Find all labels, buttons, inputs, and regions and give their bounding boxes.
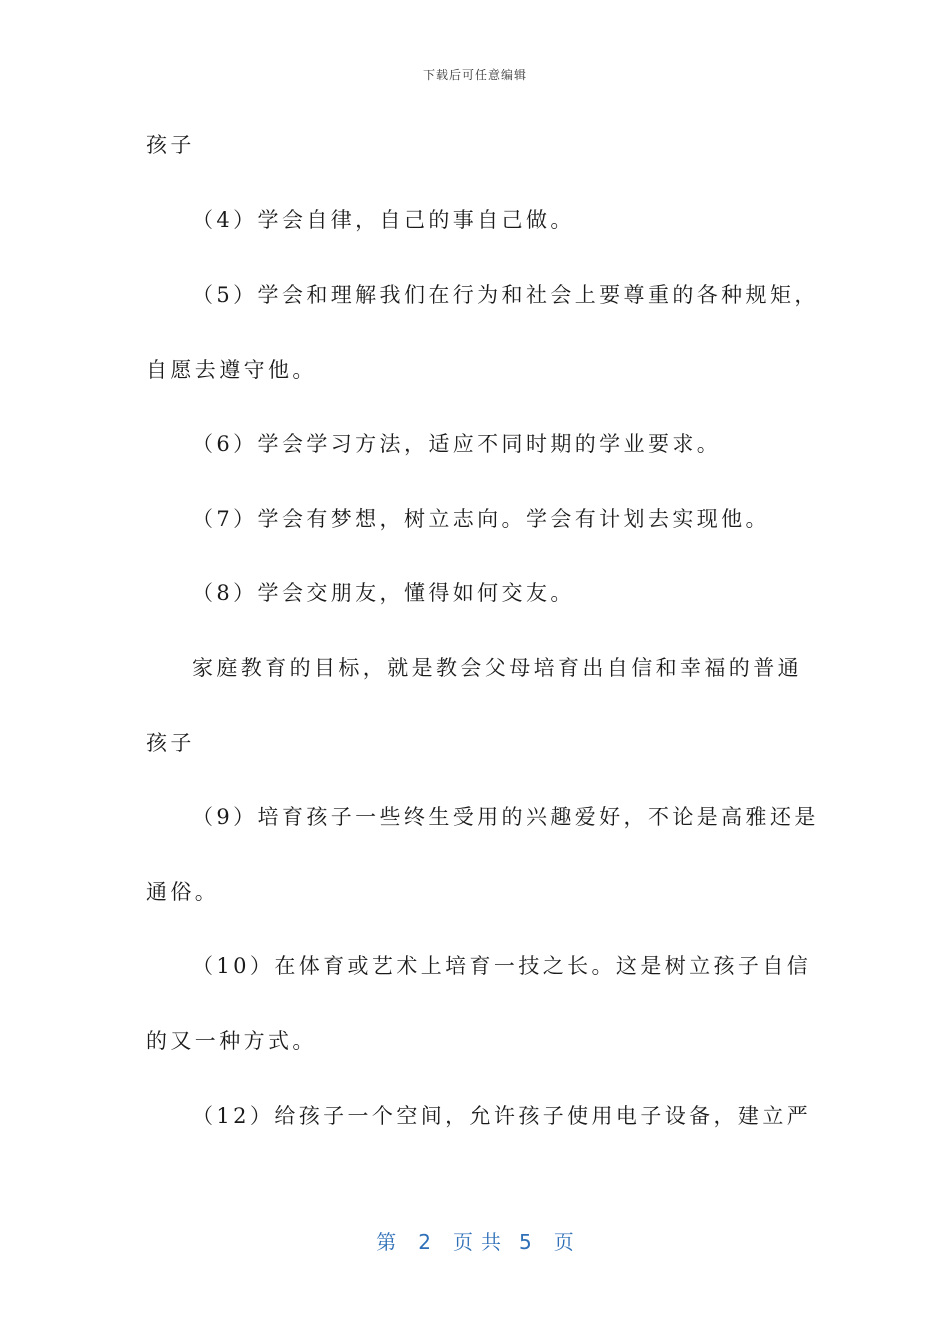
paragraph-line: （12）给孩子一个空间，允许孩子使用电子设备，建立严 xyxy=(192,1104,812,1128)
paragraph-line: 孩子 xyxy=(146,731,195,755)
paragraph-line: （9）培育孩子一些终生受用的兴趣爱好，不论是高雅还是 xyxy=(192,805,819,829)
paragraph-line: 的又一种方式。 xyxy=(146,1029,317,1053)
paragraph-line: 通俗。 xyxy=(146,880,220,904)
paragraph-line: （8）学会交朋友，懂得如何交友。 xyxy=(192,581,575,605)
paragraph-line: （10）在体育或艺术上培育一技之长。这是树立孩子自信 xyxy=(192,954,812,978)
footer-middle: 页共 xyxy=(453,1230,509,1254)
paragraph-line: （6）学会学习方法，适应不同时期的学业要求。 xyxy=(192,432,722,456)
paragraph-line: 孩子 xyxy=(146,133,195,157)
header-note: 下载后可任意编辑 xyxy=(422,68,527,82)
paragraph-line: （7）学会有梦想，树立志向。学会有计划去实现他。 xyxy=(192,507,770,531)
paragraph-line: 自愿去遵守他。 xyxy=(146,358,317,382)
total-pages-number: 5 xyxy=(519,1230,532,1254)
paragraph-line: （4）学会自律，自己的事自己做。 xyxy=(192,208,575,232)
paragraph-line: 家庭教育的目标，就是教会父母培育出自信和幸福的普通 xyxy=(192,656,802,680)
footer-prefix: 第 xyxy=(376,1230,397,1254)
footer-suffix: 页 xyxy=(553,1230,574,1254)
paragraph-line: （5）学会和理解我们在行为和社会上要尊重的各种规矩， xyxy=(192,283,819,307)
current-page-number: 2 xyxy=(418,1230,431,1254)
page-number-footer xyxy=(0,1226,950,1255)
